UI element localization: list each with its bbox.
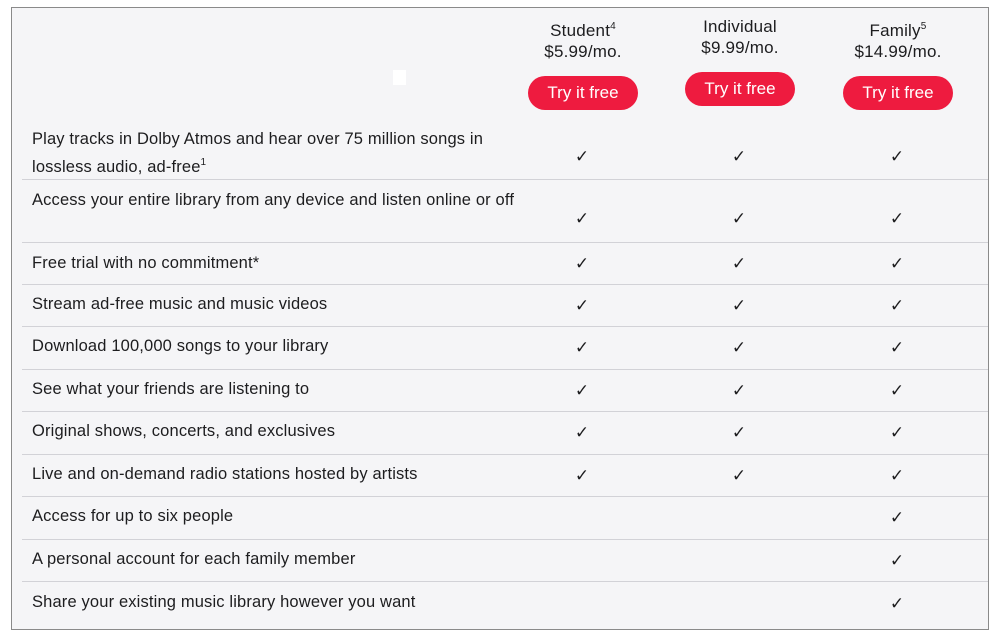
feature-text: Free trial with no commitment* (32, 254, 260, 272)
feature-row (22, 180, 988, 243)
checkmark-icon: ✓ (574, 338, 590, 358)
plan-name: Individual (703, 17, 777, 36)
checkmark-icon: ✓ (889, 147, 905, 167)
checkmark-icon: ✓ (731, 209, 747, 229)
feature-label (32, 128, 517, 179)
checkmark-icon: ✓ (889, 296, 905, 316)
checkmark-icon: ✓ (889, 338, 905, 358)
feature-label (32, 420, 517, 443)
plan-footnote: 4 (610, 21, 616, 32)
feature-row (22, 497, 988, 540)
checkmark-icon: ✓ (889, 551, 905, 571)
checkmark-icon: ✓ (574, 209, 590, 229)
checkmark-icon: ✓ (889, 466, 905, 486)
checkmark-icon: ✓ (574, 466, 590, 486)
plan-price: $14.99/mo. (854, 42, 942, 61)
checkmark-icon: ✓ (889, 423, 905, 443)
feature-text: Share your existing music library however you want (32, 593, 416, 611)
feature-label (32, 463, 517, 486)
feature-footnote: 1 (200, 157, 207, 168)
plan-comparison-table (11, 7, 989, 630)
checkmark-icon: ✓ (731, 381, 747, 401)
feature-text: Stream ad-free music and music videos (32, 295, 328, 313)
feature-text: A personal account for each family member (32, 550, 356, 568)
feature-text: See what your friends are listening to (32, 380, 310, 398)
plan-price: $9.99/mo. (701, 38, 779, 57)
try-free-button-family[interactable]: Try it free (843, 76, 953, 110)
checkmark-icon: ✓ (574, 381, 590, 401)
checkmark-icon: ✓ (731, 296, 747, 316)
feature-label (32, 505, 517, 528)
plan-name: Student (550, 21, 611, 40)
feature-label (32, 189, 517, 212)
plan-individual (665, 17, 815, 106)
feature-row (22, 412, 988, 455)
try-free-button-individual[interactable]: Try it free (685, 72, 795, 106)
plan-price: $5.99/mo. (544, 42, 622, 61)
checkmark-icon: ✓ (574, 254, 590, 274)
logo-placeholder (393, 70, 406, 85)
feature-label (32, 293, 517, 316)
feature-label (32, 335, 517, 358)
feature-row (22, 582, 988, 632)
feature-text: Play tracks in Dolby Atmos and hear over 75 million songs in lossless audio, ad-free (32, 130, 484, 176)
checkmark-icon: ✓ (889, 508, 905, 528)
feature-text: Access your entire library from any device and listen online or off (32, 191, 515, 209)
feature-label (32, 591, 517, 614)
feature-row (22, 285, 988, 327)
feature-label (32, 378, 517, 401)
feature-label (32, 252, 517, 275)
checkmark-icon: ✓ (731, 338, 747, 358)
plan-name: Family (869, 21, 921, 40)
checkmark-icon: ✓ (889, 381, 905, 401)
checkmark-icon: ✓ (574, 423, 590, 443)
feature-text: Live and on-demand radio stations hosted by artists (32, 465, 418, 483)
checkmark-icon: ✓ (889, 594, 905, 614)
plan-header (12, 8, 988, 124)
checkmark-icon: ✓ (889, 209, 905, 229)
plan-student (508, 17, 658, 110)
checkmark-icon: ✓ (731, 423, 747, 443)
feature-row (22, 370, 988, 412)
checkmark-icon: ✓ (731, 466, 747, 486)
feature-row (22, 120, 988, 180)
plan-footnote: 5 (920, 21, 927, 32)
feature-row (22, 455, 988, 497)
feature-label (32, 548, 517, 571)
feature-text: Original shows, concerts, and exclusives (32, 422, 336, 440)
feature-text: Access for up to six people (32, 507, 234, 525)
feature-row (22, 327, 988, 370)
feature-row (22, 540, 988, 582)
try-free-button-student[interactable]: Try it free (528, 76, 638, 110)
checkmark-icon: ✓ (574, 296, 590, 316)
feature-text: Download 100,000 songs to your library (32, 337, 329, 355)
plan-family (823, 17, 973, 110)
checkmark-icon: ✓ (731, 254, 747, 274)
feature-row (22, 243, 988, 285)
checkmark-icon: ✓ (574, 147, 590, 167)
checkmark-icon: ✓ (731, 147, 747, 167)
checkmark-icon: ✓ (889, 254, 905, 274)
